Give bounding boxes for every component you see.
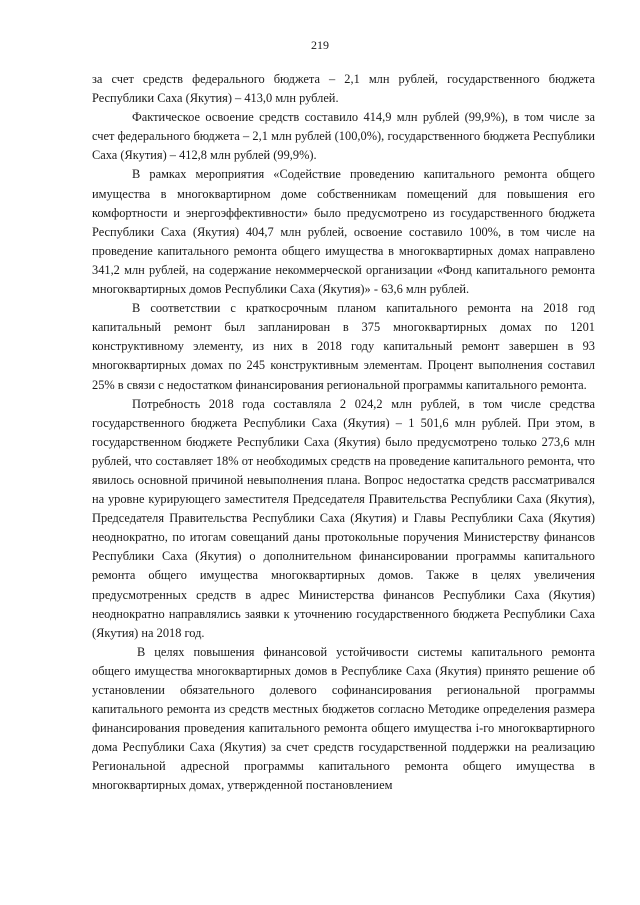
paragraph-actual-spending: Фактическое освоение средств составило 414,9 млн рублей (99,9%), в том числе за счет федерального бюджета – 2,1 млн рублей (100,0%), государственного бюджета Республики Саха (Якутия) – 412,8 млн рублей (99,9%). (92, 110, 595, 163)
paragraph-funding-need: Потребность 2018 года составляла 2 024,2 млн рублей, в том числе средства государственного бюджета Республики Саха (Якутия) – 1 501,6 млн рублей. При этом, в государственном бюджете Республики Саха (Якутия) было предусмотрено только 273,6 млн рублей, что составляет 18% от необходимых средств на проведение капитального ремонта, что явилось основной причиной невыполнения плана. Вопрос недостатка средств рассматривался на уровне курирующего заместителя Председателя Правительства Республики Саха (Якутия), Председателя Правительства Республики Саха (Якутия) и Главы Республики Саха (Якутия) неоднократно, по итогам совещаний даны протокольные поручения Министерству финансов Республики Саха (Якутия) о дополнительном финансировании программы капитального ремонта общего имущества многоквартирных домов. Также в целях увеличения предусмотренных средств в адрес Министерства финансов Республики Саха (Якутия) неоднократно направлялись заявки к уточнению государственного бюджета Республики Саха (Якутия) на 2018 год. (92, 396, 595, 640)
paragraph-short-term-plan: В соответствии с краткосрочным планом капитального ремонта на 2018 год капитальный ремонт был запланирован в 375 многоквартирных домах по 1201 конструктивному элементу, из них в 2018 году капитальный ремонт завершен в 93 многоквартирных домах по 245 конструктивным элементам. Процент выполнения составил 25% в связи с недостатком финансирования региональной программы капитального ремонта. (92, 301, 595, 392)
page-number: 219 (311, 38, 329, 52)
paragraph-continuation: за счет средств федерального бюджета – 2,1 млн рублей, государственного бюджета Республики Саха (Якутия) – 413,0 млн рублей. (92, 72, 595, 106)
document-body (92, 70, 595, 796)
paragraph-financial-stability: В целях повышения финансовой устойчивости системы капитального ремонта общего имущества многоквартирных домов в Республике Саха (Якутия) принято решение об установлении обязательного долевого софинансирования региональной программы капитального ремонта из средств местных бюджетов согласно Методике определения размера финансирования проведения капитального ремонта общего имущества i-го многоквартирного дома Республики Саха (Якутия) за счет средств государственной поддержки на реализацию Региональной адресной программы капитального ремонта общего имущества в многоквартирных домах, утвержденной постановлением (92, 644, 595, 793)
paragraph-capital-repair-assistance: В рамках мероприятия «Содействие проведению капитального ремонта общего имущества в многоквартирном доме собственникам помещений для повышения его комфортности и энергоэффективности» было предусмотрено из государственного бюджета Республики Саха (Якутия) 404,7 млн рублей, освоение составило 100%, в том числе на проведение капитального ремонта общего имущества в многоквартирных домах направлено 341,2 млн рублей, на содержание некоммерческой организации «Фонд капитального ремонта многоквартирных домов Республики Саха (Якутия)» - 63,6 млн рублей. (92, 167, 595, 297)
